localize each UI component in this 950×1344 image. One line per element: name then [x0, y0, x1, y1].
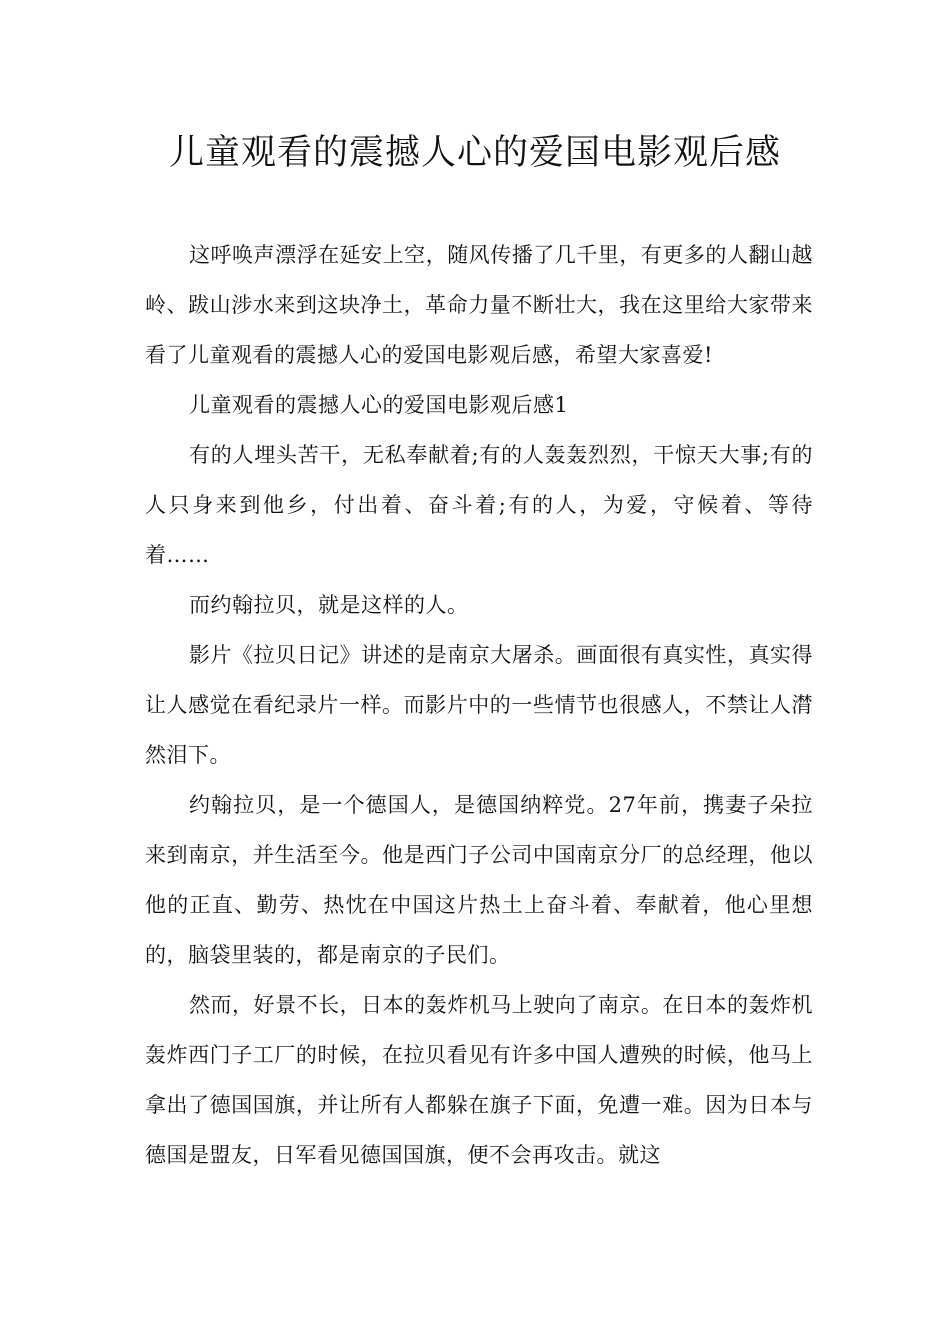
paragraph: 影片《拉贝日记》讲述的是南京大屠杀。画面很有真实性，真实得让人感觉在看纪录片一样。而影片中的一些情节也很感人，不禁让人潸然泪下。: [145, 643, 813, 767]
paragraph: 有的人埋头苦干，无私奉献着;有的人轰轰烈烈，干惊天大事;有的人只身来到他乡，付出着、奋斗着;有的人，为爱，守候着、等待着……: [145, 443, 813, 567]
paragraph: 约翰拉贝，是一个德国人，是德国纳粹党。27年前，携妻子朵拉来到南京，并生活至今。他是西门子公司中国南京分厂的总经理，他以他的正直、勤劳、热忱在中国这片热土上奋斗着、奉献着，他心里想的，脑袋里装的，都是南京的子民们。: [145, 793, 813, 967]
document-title: 儿童观看的震撼人心的爱国电影观后感: [168, 133, 781, 173]
paragraph-intro: 这呼唤声漂浮在延安上空，随风传播了几千里，有更多的人翻山越岭、跋山涉水来到这块净土，革命力量不断壮大，我在这里给大家带来看了儿童观看的震撼人心的爱国电影观后感，希望大家喜爱!: [145, 243, 813, 367]
paragraph: 然而，好景不长，日本的轰炸机马上驶向了南京。在日本的轰炸机轰炸西门子工厂的时候，在拉贝看见有许多中国人遭殃的时候，他马上拿出了德国国旗，并让所有人都躲在旗子下面，免遭一难。因为日本与德国是盟友，日军看见德国国旗，便不会再攻击。就这: [145, 993, 813, 1167]
paragraph: 而约翰拉贝，就是这样的人。: [189, 593, 469, 617]
section-heading: 儿童观看的震撼人心的爱国电影观后感1: [189, 393, 569, 417]
document-body: [145, 230, 813, 1180]
